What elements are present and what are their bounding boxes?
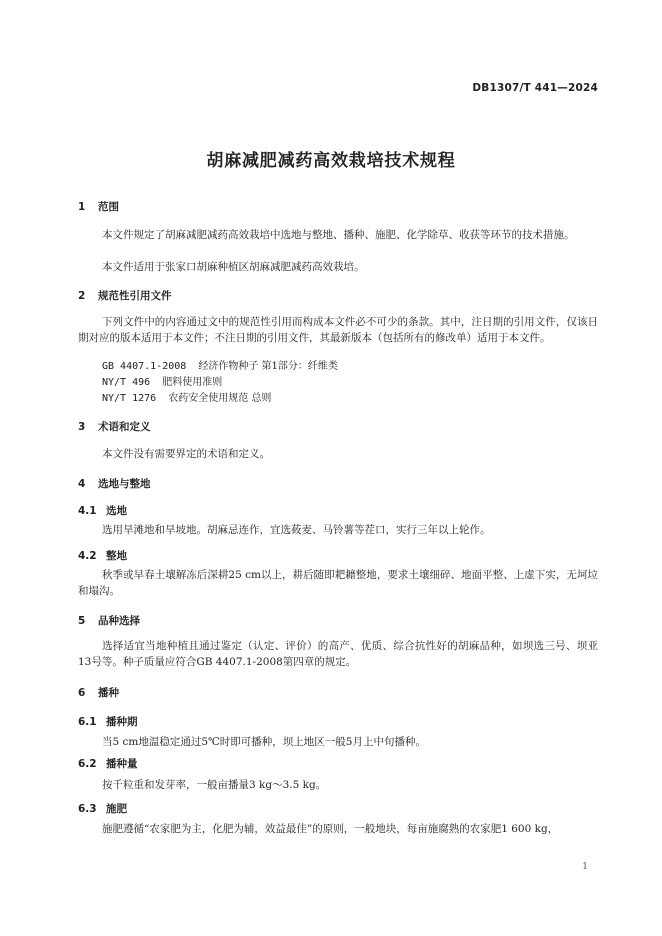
subsection-heading-6-2 (78, 756, 138, 771)
document-title: 胡麻减肥减药高效栽培技术规程 (206, 151, 456, 171)
page-number: 1 (582, 862, 588, 872)
section-title: 播种 (98, 687, 119, 699)
section-number: 6.3 (78, 803, 97, 815)
section-heading-5 (78, 613, 140, 628)
section-heading-6 (78, 685, 119, 700)
subsection-heading-6-1 (78, 714, 138, 729)
reference-item (102, 392, 271, 406)
subsection-heading-4-2 (78, 548, 127, 563)
section-number: 4.2 (78, 550, 97, 562)
section-heading-1 (78, 199, 119, 214)
section-title: 规范性引用文件 (98, 290, 172, 302)
section-title: 施肥 (106, 803, 127, 815)
section-number: 4 (78, 478, 86, 490)
document-id: DB1307/T 441—2024 (472, 82, 598, 94)
section-title: 选地 (106, 505, 127, 517)
section-title: 整地 (106, 550, 127, 562)
section-title: 术语和定义 (98, 421, 151, 433)
section-number: 5 (78, 615, 86, 627)
reference-code: NY/T 1276 (102, 393, 157, 404)
subsection-heading-6-3 (78, 801, 127, 816)
section-number: 3 (78, 421, 86, 433)
reference-code: NY/T 496 (102, 377, 151, 388)
paragraph-scope-1: 本文件规定了胡麻减肥减药高效栽培中选地与整地、播种、施肥、化学除草、收获等环节的技术措施。 (102, 229, 575, 241)
section-heading-3 (78, 419, 151, 434)
paragraph-fertilization: 施肥遵循“农家肥为主，化肥为辅，效益最佳”的原则，一般地块，每亩施腐熟的农家肥1 600 kg， (102, 823, 559, 835)
section-title: 品种选择 (98, 615, 140, 627)
section-heading-4 (78, 476, 151, 491)
paragraph-terms: 本文件没有需要界定的术语和定义。 (102, 448, 270, 460)
reference-code: GB 4407.1-2008 (102, 361, 187, 372)
section-title: 播种量 (106, 758, 138, 770)
paragraph-seeding-rate: 按千粒重和发芽率，一般亩播量3 kg～3.5 kg。 (102, 779, 327, 791)
paragraph-variety-selection: 选择适宜当地种植且通过鉴定（认定、评价）的高产、优质、综合抗性好的胡麻品种，如坝选三号、坝亚13号等。种子质量应符合GB 4407.1-2008第四章的规定。 (78, 640, 598, 668)
section-title: 播种期 (106, 716, 138, 728)
reference-name: 肥料使用准则 (162, 377, 223, 388)
section-number: 6 (78, 687, 86, 699)
reference-item (102, 360, 338, 374)
section-heading-2 (78, 288, 172, 303)
paragraph-site-selection: 选用旱滩地和旱坡地。胡麻忌连作，宜选莜麦、马铃薯等茬口，实行三年以上轮作。 (102, 524, 491, 536)
paragraph-normative-refs: 下列文件中的内容通过文中的规范性引用而构成本文件必不可少的条款。其中，注日期的引用文件，仅该日期对应的版本适用于本文件；不注日期的引用文件，其最新版本（包括所有的修改单）适用于本文件。 (78, 316, 598, 344)
reference-name: 农药安全使用规范 总则 (168, 393, 272, 404)
section-title: 选地与整地 (98, 478, 151, 490)
subsection-heading-4-1 (78, 503, 127, 518)
paragraph-sowing-date: 当5 cm地温稳定通过5℃时即可播种，坝上地区一般5月上中旬播种。 (102, 736, 426, 748)
section-number: 1 (78, 201, 86, 213)
section-title: 范围 (98, 201, 119, 213)
paragraph-scope-2: 本文件适用于张家口胡麻种植区胡麻减肥减药高效栽培。 (102, 261, 365, 273)
reference-name: 经济作物种子 第1部分：纤维类 (198, 361, 338, 372)
reference-item (102, 376, 222, 390)
section-number: 2 (78, 290, 86, 302)
section-number: 6.2 (78, 758, 97, 770)
section-number: 4.1 (78, 505, 97, 517)
section-number: 6.1 (78, 716, 97, 728)
paragraph-land-preparation: 秋季或早春土壤解冻后深耕25 cm以上，耕后随即耙耱整地，要求土壤细碎、地面平整、上虚下实，无坷垃和塌沟。 (78, 569, 598, 597)
